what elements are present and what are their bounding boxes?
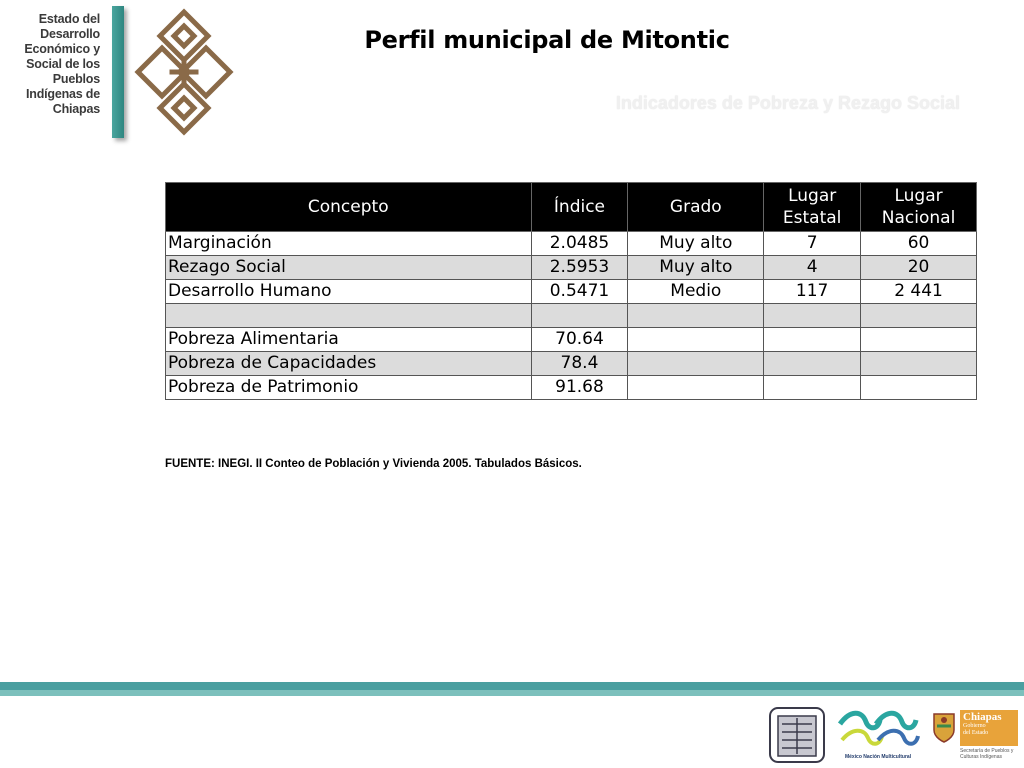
cell-concepto: Pobreza Alimentaria bbox=[166, 328, 532, 352]
cell-grado bbox=[628, 352, 764, 376]
cell-grado bbox=[628, 328, 764, 352]
cell-grado bbox=[628, 376, 764, 400]
cell-lugar-estatal: 117 bbox=[764, 280, 861, 304]
table-row bbox=[166, 232, 977, 256]
wave-swirl-icon bbox=[836, 708, 920, 752]
cell-concepto bbox=[166, 304, 532, 328]
footer-stripe bbox=[0, 682, 1024, 690]
cell-lugar-estatal bbox=[764, 304, 861, 328]
col-header-lugar-nacional bbox=[861, 183, 977, 232]
cell-lugar-nacional bbox=[861, 376, 977, 400]
indicators-table bbox=[165, 182, 977, 400]
table-row bbox=[166, 376, 977, 400]
cell-lugar-nacional: 2 441 bbox=[861, 280, 977, 304]
table-row bbox=[166, 304, 977, 328]
table-row bbox=[166, 352, 977, 376]
mexico-multicultural-caption: México Nación Multicultural bbox=[844, 754, 912, 760]
cell-lugar-nacional bbox=[861, 304, 977, 328]
chiapas-government-logo bbox=[960, 710, 1018, 746]
col-header-grado: Grado bbox=[628, 183, 764, 232]
cell-indice: 2.0485 bbox=[531, 232, 628, 256]
cell-grado bbox=[628, 304, 764, 328]
col-header-lugar-estatal-line2: Estatal bbox=[782, 208, 842, 228]
page-title: Perfil municipal de Mitontic bbox=[364, 26, 730, 54]
cell-indice: 78.4 bbox=[531, 352, 628, 376]
unam-seal-icon bbox=[768, 706, 826, 764]
chiapas-shield-icon bbox=[932, 712, 956, 744]
org-name-line: Indígenas de bbox=[25, 87, 100, 101]
cell-indice: 0.5471 bbox=[531, 280, 628, 304]
cell-lugar-estatal: 7 bbox=[764, 232, 861, 256]
cell-grado: Muy alto bbox=[628, 256, 764, 280]
chiapas-logo-line2: del Estado bbox=[963, 730, 989, 736]
org-name-line: Social de los bbox=[26, 57, 100, 71]
col-header-lugar-estatal-line1: Lugar bbox=[788, 186, 837, 206]
cell-indice bbox=[531, 304, 628, 328]
col-header-lugar-estatal bbox=[764, 183, 861, 232]
org-name-line: Desarrollo bbox=[40, 27, 100, 41]
table-row bbox=[166, 280, 977, 304]
cell-concepto: Marginación bbox=[166, 232, 532, 256]
cell-concepto: Pobreza de Capacidades bbox=[166, 352, 532, 376]
secretaria-caption: Secretaría de Pueblos y Culturas Indígenas bbox=[960, 748, 1014, 760]
col-header-indice: Índice bbox=[531, 183, 628, 232]
cell-lugar-estatal bbox=[764, 352, 861, 376]
cell-indice: 2.5953 bbox=[531, 256, 628, 280]
cell-lugar-estatal bbox=[764, 328, 861, 352]
org-name-line: Estado del bbox=[38, 12, 100, 26]
cell-lugar-nacional: 60 bbox=[861, 232, 977, 256]
cell-concepto: Rezago Social bbox=[166, 256, 532, 280]
org-name-line: Chiapas bbox=[52, 102, 100, 116]
org-name-line: Económico y bbox=[24, 42, 100, 56]
cell-indice: 70.64 bbox=[531, 328, 628, 352]
table-row bbox=[166, 256, 977, 280]
col-header-lugar-nacional-line2: Nacional bbox=[881, 208, 956, 228]
col-header-concepto: Concepto bbox=[166, 183, 532, 232]
cell-grado: Muy alto bbox=[628, 232, 764, 256]
table-header-row bbox=[166, 183, 977, 232]
cell-concepto: Pobreza de Patrimonio bbox=[166, 376, 532, 400]
footer-stripe-light bbox=[0, 690, 1024, 696]
cell-lugar-estatal bbox=[764, 376, 861, 400]
cell-lugar-nacional bbox=[861, 328, 977, 352]
source-note: FUENTE: INEGI. II Conteo de Población y Vivienda 2005. Tabulados Básicos. bbox=[165, 458, 582, 470]
org-name-line: Pueblos bbox=[52, 72, 100, 86]
cell-lugar-nacional: 20 bbox=[861, 256, 977, 280]
chiapas-logo-title: Chiapas bbox=[963, 711, 1002, 723]
col-header-lugar-nacional-line1: Lugar bbox=[894, 186, 943, 206]
chiapas-logo-line1: Gobierno bbox=[963, 723, 986, 729]
cell-lugar-estatal: 4 bbox=[764, 256, 861, 280]
cell-lugar-nacional bbox=[861, 352, 977, 376]
cell-grado: Medio bbox=[628, 280, 764, 304]
table-row bbox=[166, 328, 977, 352]
cell-indice: 91.68 bbox=[531, 376, 628, 400]
mexico-multicultural-logo bbox=[836, 708, 920, 764]
cell-concepto: Desarrollo Humano bbox=[166, 280, 532, 304]
page-subtitle: Indicadores de Pobreza y Rezago Social bbox=[615, 93, 960, 113]
